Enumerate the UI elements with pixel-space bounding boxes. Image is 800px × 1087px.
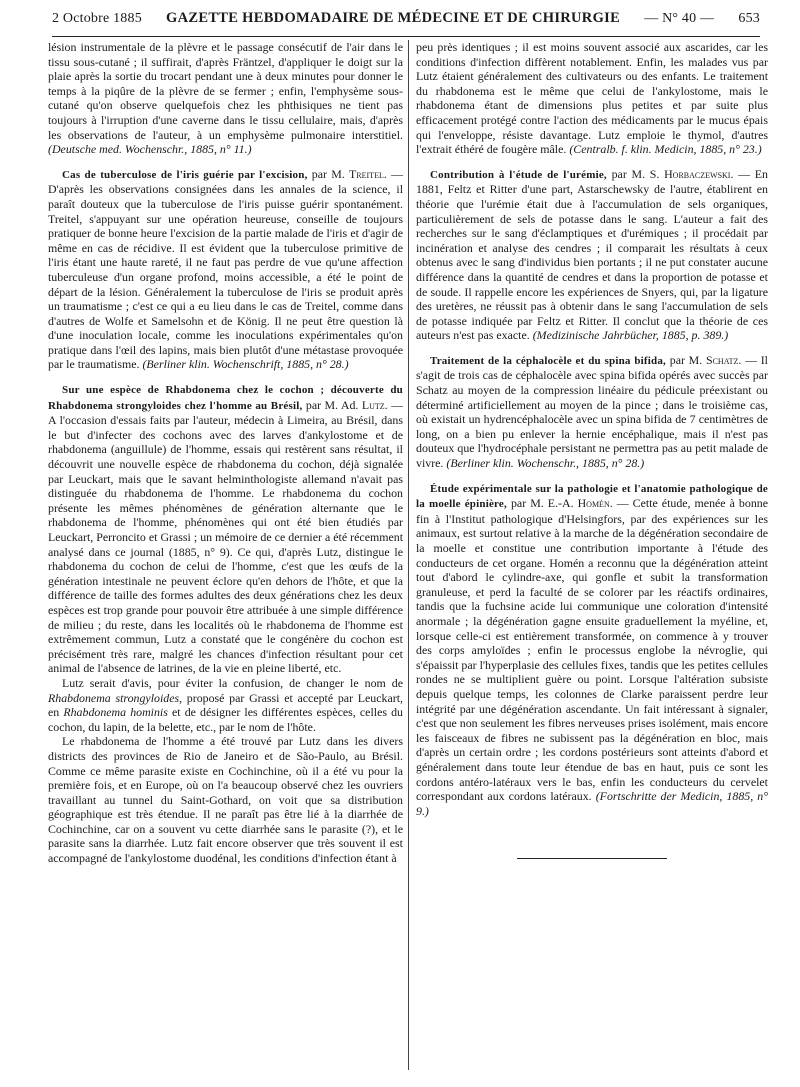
article-author: Homén — [577, 496, 610, 511]
article-body: et de désigner les différentes espèces, celles du cochon, du lapin, de la belette, etc., par le nom de l'hôte. — [48, 705, 403, 734]
article-title: Étude expérimentale sur la pathologie et l'anatomie pathologique de la moelle épinière, — [416, 482, 768, 511]
article-spinal-cord — [416, 481, 768, 819]
article-title: Contribution à l'étude de l'urémie, — [430, 168, 607, 181]
article-reference: (Medizinische Jahrbücher, 1885, p. 389.) — [532, 328, 729, 343]
article-body: . — D'après les observations consignées dans les annales de la science, il paraît douteux que la tuberculose de l'iris puisse guérir spontanément. Treitel, s'appuyant sur une opération heureuse, conseille de toujours pratiquer de bonne heure l'excision de la partie malade de l'iris et d'agir de même en cas de récidive. Il est évident que la tuberculose primitive de l'iris étant une haute rareté, il ne faut pas perdre de vue qu'une affection tuberculeuse d'un organe profond, moins accessible, a été le point de départ de la lésion. Généralement la tuberculose de l'iris se produit après un traumatisme ; c'est ce qui a eu lieu dans le cas de Treitel, comme dans d'autres de Wolfe et Samelsohn et de König. Il ne peut être question là d'une inoculation locale, comme les inoculations expérimentales qu'on pratique dans l'œil des lapins, mais bien plutôt d'une métastase provoquée par le traumatisme. — [48, 166, 403, 372]
column-divider — [408, 40, 409, 1070]
article-byline: par M. Ad. — [302, 397, 362, 412]
continued-paragraph — [48, 40, 403, 157]
header-page-number: 653 — [738, 11, 760, 26]
header-journal-title: GAZETTE HEBDOMADAIRE DE MÉDECINE ET DE CHIRURGIE — [166, 10, 621, 26]
article-iris-tuberculosis — [48, 167, 403, 372]
article-paragraph — [48, 676, 403, 734]
article-rhabdonema — [48, 382, 403, 866]
left-column — [48, 40, 403, 1080]
article-paragraph — [416, 353, 768, 471]
article-body: Le rhabdonema de l'homme a été trouvé par Lutz dans les divers districts des provinces de Rio de Janeiro et de São-Paulo, au Brésil. Comme ce même parasite existe en Cochinchine, où il a été vu pour la première fois, et en Europe, où on l'a beaucoup observé chez les ouvriers travaillant au tunnel du Saint-Gothard, on voit que sa distribution géographique est très étendue. Il ne paraît pas être lié à la diarrhée de Cochinchine, car on a souvent vu cette diarrhée sans le parasite (?), et le parasite sans la diarrhée. Lutz fait encore observer que très souvent il est accompagné de l'ankylostome duodénal, les conditions d'infection étant à — [48, 734, 403, 866]
header-issue-number: — N° 40 — — [644, 11, 715, 26]
species-name: Rhabdonema strongyloides — [48, 690, 180, 705]
article-reference: (Fortschritte der Medicin, 1885, n° 9.) — [416, 789, 768, 818]
article-byline: par M. S. — [606, 166, 665, 181]
article-author: Treitel — [349, 166, 384, 181]
article-byline: par M. E.-A. — [506, 496, 578, 511]
article-author: Lutz — [361, 397, 385, 412]
article-title: Traitement de la céphalocèle et du spina bifida, — [430, 354, 667, 367]
article-body: Lutz serait d'avis, pour éviter la confusion, de changer le nom de — [62, 675, 403, 690]
article-author: Schatz — [705, 352, 739, 367]
article-paragraph — [416, 481, 768, 819]
article-author: Horbaczewski — [664, 166, 731, 181]
continued-paragraph — [416, 40, 768, 157]
article-byline: par M. — [666, 352, 706, 367]
continued-text: lésion instrumentale de la plèvre et le passage consécutif de l'air dans le tissu sous-cutané ; il suffirait, d'après Fräntzel, d'appliquer le doigt sur la plaie après la sortie du trocart pendant une à deux minutes pour donner le temps à la piqûre de la plèvre de se fermer ; enfin, l'emphysème sous-cutané qu'on observe quelquefois chez les phthisiques ne tient pas toujours à l'irruption d'une caverne dans le tissu cellulaire, mais, d'après les observations de l'auteur, à un emphysème pulmonaire interstitiel. — [48, 40, 403, 142]
header-date: 2 Octobre 1885 — [52, 11, 142, 26]
article-body: . — Cette étude, menée à bonne fin à l'Institut pathologique d'Helsingfors, par des expériences sur les animaux, est surtout relative à la marche de la dégénération secondaire de la moelle et constitue une contribution importante à l'étude des conducteurs de cet organe. Homén a reconnu que la dégénération atteint tout d'abord le cylindre-axe, qui gonfle et subit la transformation granuleuse, et perd la faculté de se colorer par les réactifs ordinaires, tandis que la fuchsine acide lui communique une coloration d'intensité anormale ; la dégénération gagne ensuite graduellement la myéline, et, lorsque celle-ci est entièrement transformée, on commence à y trouver des corps amyloïdes ; enfin le processus englobe la névroglie, qui s'épaissit par l'hyperplasie des cellules fixes, tandis que les petites cellules rondes ne se multiplient guère ou point. Lorsque l'altération subsiste depuis quelque temps, les colonnes de Clarke paraissent perdre leur intégrité par une dégénération ascendante. Un fait intéressant à signaler, c'est que non seulement les fibres nerveuses prises isolément, mais encore les faisceaux de fibres ne subissent pas la dégénération en bloc, mais d'après un certain ordre ; les cordons postérieurs sont atteints d'abord et généralement dans toute leur étendue de bas en haut, puis ce sont les cordons antéro-latéraux vers le bas, enfin les conducteurs du cervelet correspondant aux cordons latéraux. — [416, 496, 768, 804]
article-title: Cas de tuberculose de l'iris guérie par l'excision, — [62, 168, 308, 181]
article-uremia — [416, 167, 768, 343]
article-paragraph — [48, 167, 403, 372]
species-name: Rhabdonema hominis — [63, 705, 168, 720]
continued-reference: (Centralb. f. klin. Medicin, 1885, n° 23.) — [569, 142, 762, 157]
article-body: . — Il s'agit de trois cas de céphalocèle avec spina bifida opérés avec succès par Schatz au moyen de la compression linéaire du pédicule préexistant ou déterminé artificiellement au moyen de la pince ; dans le troisième cas, où existait un hydrencéphalocèle avec un spina bifida de 7 centimètres de long, on a bien pu enlever la hernie encéphalique, mais il n'est pas douteux que l'hydrocéphale persistant ne permettra pas au petit malade de vivre. — [416, 352, 768, 471]
header-rule — [52, 36, 760, 37]
continued-text: peu près identiques ; il est moins souvent associé aux ascarides, car les conditions d'infection diffèrent notablement. Enfin, les malades vus par Lutz étaient généralement des cultivateurs ou des enfants. Le traitement du rhabdonema est le même que celui de l'ankylostome, mais le rhabdonema étant de dimensions plus petites et par suite plus efficacement protégé contre l'action des médicaments par le mucus épais qui l'enveloppe, résiste davantage. Lutz emploie le thymol, d'autres l'extrait éthéré de fougère mâle. — [416, 40, 768, 157]
article-body: . — A l'occasion d'essais faits par l'auteur, médecin à Limeira, au Brésil, dans le but d'infecter des cochons avec des larves d'ankylostome et de rhabdonema (anguillule) de l'homme, essais qui restèrent sans résultat, il découvrit une nouvelle espèce de rhabdonema du cochon, déjà signalée par Leuckart, mais que le savant helminthologiste allemand n'avait pas distinguée du rhabdonema de l'homme. Le rhabdonema du cochon présente les mêmes phénomènes de génération alternante que le rhabdonema de l'homme, phénomènes qui ont été bien étudiés par Leuckart, Perroncito et Grassi ; un mémoire de ce dernier a été récemment analysé dans ce journal (1885, n° 9). Ce qui, d'après Lutz, distingue le rhabdonema du cochon de celui de l'homme, c'est que les œufs de la génération intestinale ne peuvent éclore qu'en dehors de l'hôte, et que la différence de taille des formes adultes des deux générations chez les deux espèces est trop grande pour pouvoir être attribuée à une simple différence de milieu ; du reste, dans les localités où le rhabdonema de l'homme est extrêmement commun, Lutz a constaté que le congénère du cochon est précisément très rare, malgré les chances d'infection résultant pour cet animal de l'absence de latrines, de la vie en pleine liberté, etc. — [48, 397, 403, 676]
right-column — [416, 40, 768, 1080]
article-cephalocele — [416, 353, 768, 471]
article-paragraph — [48, 382, 403, 676]
article-title: Sur une espèce de Rhabdonema chez le cochon ; découverte du Rhabdonema strongyloides chez l'homme au Brésil, — [48, 384, 403, 412]
article-reference: (Berliner klin. Wochenschrift, 1885, n° 28.) — [142, 357, 349, 372]
article-body: , proposé par Grassi et accepté par Leuckart, en — [48, 690, 403, 720]
section-end-rule — [517, 858, 667, 859]
article-body: . — En 1881, Feltz et Ritter d'une part, Astarschewsky de l'autre, établirent en théorie que l'urémie était due à l'accumulation de sels organiques, particulièrement de sels de potasse dans le sang. L'auteur a fait des recherches sur le sang d'éclamptiques et d'urémiques ; il procédait par incinération et analyse des cendres ; il comparait les résultats à ceux obtenus avec le sang d'individus bien portants ; il ne put constater aucune différence dans la quantité de cendres et dans la proportion de potasse et de soude. Il rappelle encore les expériences de Snyers, qui, par la ligature des uretères, ne réussit pas à obtenir dans le sang l'accumulation de sels de potasse indiquée par Feltz et Ritter. Il conclut que la théorie de ces auteurs n'est pas exacte. — [416, 166, 768, 343]
article-paragraph — [48, 734, 403, 865]
article-paragraph — [416, 167, 768, 343]
continued-reference: (Deutsche med. Wochenschr., 1885, n° 11.) — [48, 142, 252, 157]
running-header — [52, 10, 760, 36]
article-reference: (Berliner klin. Wochenschr., 1885, n° 28.) — [446, 456, 645, 471]
article-byline: par M. — [311, 166, 350, 181]
